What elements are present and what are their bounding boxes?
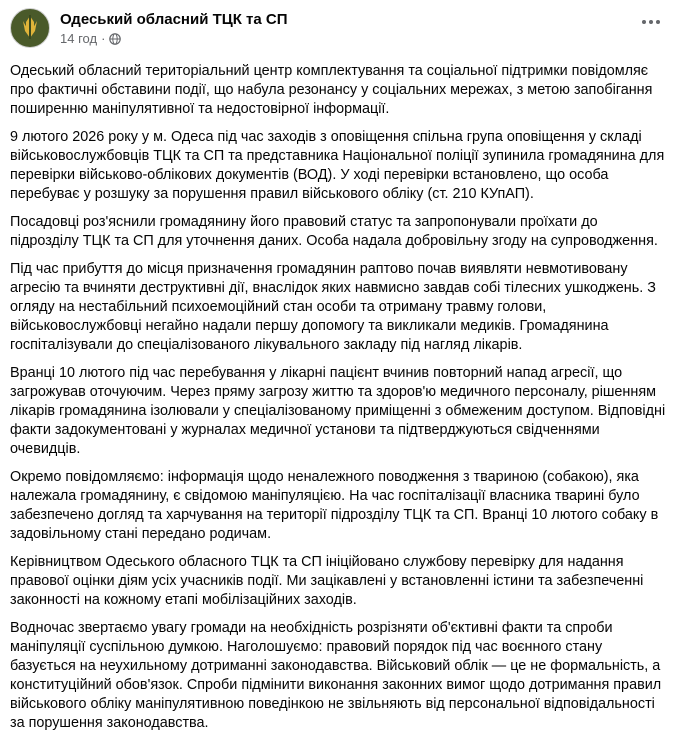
post-paragraph: Вранці 10 лютого під час перебування у лікарні пацієнт вчинив повторний напад агресії, що загрожував оточуючим. Через пряму загрозу життю та здоров'ю медичного персоналу, рішенням лікарів громадянина ізолювали у спеціалізованому приміщенні з обмеженим доступом. Відповідні факти задокументовані у журналах медичної установи та підтверджуються свідченнями очевидців. <box>10 365 666 457</box>
post-paragraph: Під час прибуття до місця призначення громадянин раптово почав виявляти невмотивовану агресію та вчиняти деструктивні дії, внаслідок яких навмисно завдав собі тілесних ушкоджень. З огляду на нестабільний психоемоційний стан особи та отриману травму голови, військовослужбовці негайно надали першу допомогу та викликали медиків. Громадянина госпіталізували до спеціалізованого лікувального закладу під нагляд лікарів. <box>10 261 656 353</box>
post-meta <box>60 8 288 47</box>
post-paragraph: Керівництвом Одеського обласного ТЦК та СП ініційовано службову перевірку для надання правової оцінки діям усіх учасників події. Ми зацікавлені у встановленні істини та забезпеченні законності на кожному етапі мобілізаційних заходів. <box>10 554 644 608</box>
post-paragraph: Одеський обласний територіальний центр комплектування та соціальної підтримки повідомляє про фактичні обставини події, що набула резонансу у соціальних мережах, з метою запобігання поширенню маніпулятивної та недостовірної інформації. <box>10 63 653 117</box>
post-paragraph: Водночас звертаємо увагу громади на необхідність розрізняти об'єктивні факти та спроби маніпуляції суспільною думкою. Наголошуємо: правовий порядок під час воєнного стану базується на неухильному дотриманні законодавства. Військовий облік — це не формальність, а конституційний обов'язок. Спроби підмінити виконання законних вимог щодо дотримання правил військового обліку маніпулятивною поведінкою не звільняють від персональної відповідальності за порушення законодавства. <box>10 620 662 731</box>
post-header <box>10 8 669 56</box>
more-dot <box>656 20 660 24</box>
more-dot <box>642 20 646 24</box>
page-name-link[interactable]: Одеський обласний ТЦК та СП <box>60 11 288 28</box>
post-subline <box>60 31 288 47</box>
meta-separator: · <box>101 31 106 46</box>
more-dot <box>649 20 653 24</box>
post-paragraph: Окремо повідомляємо: інформація щодо неналежного поводження з твариною (собакою), яка належала громадянину, є свідомою маніпуляцією. На час госпіталізації власника тварині було забезпечено догляд та харчування на території підрозділу ТЦК та СП. Вранці 10 лютого собаку в задовільному стані передано родичам. <box>10 469 659 542</box>
globe-icon[interactable] <box>109 33 121 45</box>
post-paragraph: 9 лютого 2026 року у м. Одеса під час заходів з оповіщення спільна група оповіщення у складі військовослужбовців ТЦК та СП та представника Національної поліції зупинила громадянина для перевірки військово-облікових документів (ВОД). У ході перевірки встановлено, що особа перебуває у розшуку за порушення правил військового обліку (ст. 210 КУпАП). <box>10 129 665 202</box>
post-timestamp[interactable]: 14 год <box>60 31 98 46</box>
coat-of-arms-icon <box>15 13 45 43</box>
post-paragraph: Посадовці роз'яснили громадянину його правовий статус та запропонували проїхати до підрозділу ТЦК та СП для уточнення даних. Особа надала добровільну згоду на супроводження. <box>10 214 658 249</box>
more-options-icon[interactable] <box>637 12 665 32</box>
page-avatar[interactable] <box>10 8 50 48</box>
post-body <box>10 62 669 733</box>
